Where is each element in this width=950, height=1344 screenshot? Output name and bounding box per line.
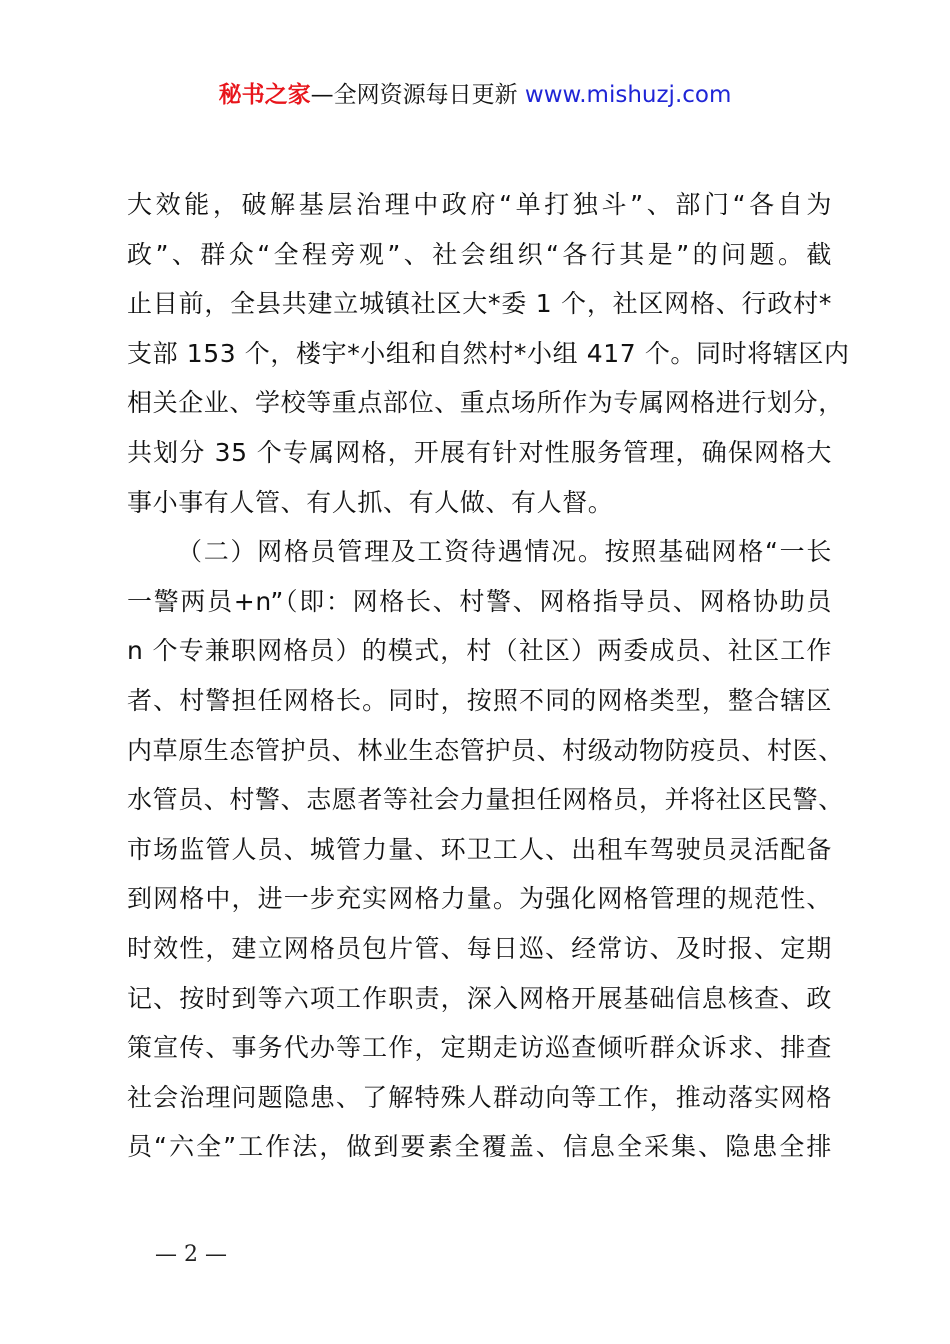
body-line: 策宣传、事务代办等工作，定期走访巡查倾听群众诉求、排查 [127, 1033, 832, 1063]
body-line: 共划分 35 个专属网格，开展有针对性服务管理，确保网格大 [127, 437, 832, 467]
body-line: 时效性，建立网格员包片管、每日巡、经常访、及时报、定期 [127, 933, 832, 963]
header-url-link[interactable]: www.mishuzj.com [524, 82, 732, 108]
body-line: 止目前，全县共建立城镇社区大*委 1 个，社区网格、行政村* [127, 289, 832, 319]
header-brand: 秘书之家 [218, 82, 311, 108]
body-line: 大效能，破解基层治理中政府“单打独斗”、部门“各自为 [127, 190, 832, 219]
body-line: 记、按时到等六项工作职责，深入网格开展基础信息核查、政 [127, 983, 832, 1013]
body-line: 一警两员+n”（即：网格长、村警、网格指导员、网格协助员 [127, 586, 832, 616]
body-line: 事小事有人管、有人抓、有人做、有人督。 [127, 487, 614, 517]
body-line: 水管员、村警、志愿者等社会力量担任网格员，并将社区民警、 [127, 785, 844, 815]
body-line: 相关企业、学校等重点部位、重点场所作为专属网格进行划分， [127, 388, 844, 418]
header-tagline: —全网资源每日更新 [310, 82, 525, 108]
body-line: n 个专兼职网格员）的模式，村（社区）两委成员、社区工作 [127, 636, 832, 666]
body-line: 政”、群众“全程旁观”、社会组织“各行其是”的问题。截 [127, 239, 832, 269]
body-line: 市场监管人员、城管力量、环卫工人、出租车驾驶员灵活配备 [127, 834, 832, 864]
body-line: 支部 153 个，楼宇*小组和自然村*小组 417 个。同时将辖区内 [127, 338, 850, 368]
body-line: 到网格中，进一步充实网格力量。为强化网格管理的规范性、 [127, 884, 832, 914]
page-header [0, 78, 950, 112]
body-line: 社会治理问题隐患、了解特殊人群动向等工作，推动落实网格 [127, 1082, 832, 1112]
body-line: 员“六全”工作法，做到要素全覆盖、信息全采集、隐患全排 [127, 1132, 832, 1162]
body-line: 内草原生态管护员、林业生态管护员、村级动物防疫员、村医、 [127, 735, 844, 765]
body-line: 者、村警担任网格长。同时，按照不同的网格类型，整合辖区 [127, 685, 832, 715]
page-number: — 2 — [155, 1242, 227, 1267]
document-body [127, 180, 850, 1172]
section-heading-line: （二）网格员管理及工资待遇情况。按照基础网格“一长 [177, 537, 832, 567]
